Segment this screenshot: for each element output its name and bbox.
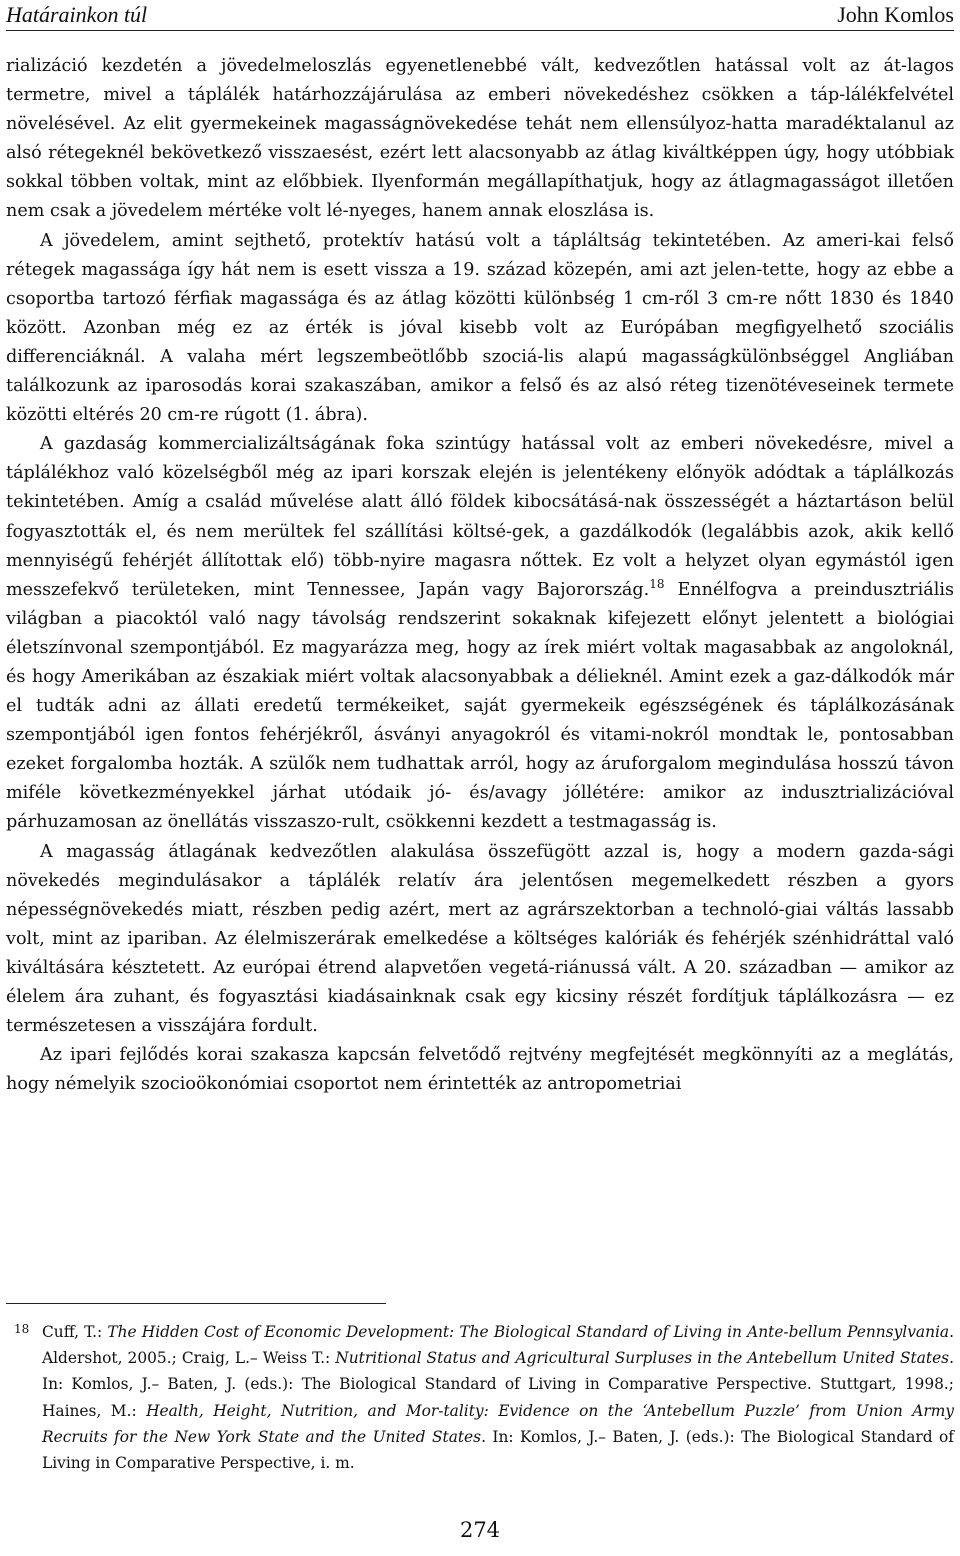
paragraph: Az ipari fejlődés korai szakasza kapcsán felvetődő rejtvény megfejtését megkönnyíti az a meglátás, hogy némelyik szocioökonómiai csoportot nem érintették az antropometriai — [6, 1045, 954, 1095]
footnote — [42, 1319, 954, 1476]
footnote-book-title: Nutritional Status and Agricultural Surpluses in the Antebellum United States — [335, 1349, 950, 1368]
footnote-reference[interactable]: 18 — [649, 576, 665, 591]
page-number: 274 — [459, 1518, 501, 1542]
footnote-text: Cuff, T.: — [42, 1323, 108, 1341]
footnote-text: . In: Komlos, J.– Baten, J. (eds.): The Biological Standard of Living in Comparative Perspective. Stuttgart, 1998.; Haines, M.: — [42, 1349, 954, 1420]
paragraph: A magasság átlagának kedvezőtlen alakulása összefügött azzal is, hogy a modern gazda-sági növekedés megindulásakor a táplálék relatív ára jelentősen megemelkedett részben a gyors népességnövekedés miatt, részben pedig azért, mert az agrárszektorban a technoló-giai váltás lassabb volt, mint az ipariban. Az élelmiszerárak emelkedése a költséges kalóriák és fehérjék szénhidráttal való kiváltására késztetett. Az európai étrend alapvetően vegetá-riánussá vált. A 20. században — amikor az élelem ára zuhant, és fogyasztási kiadásainknak csak egy kicsiny részét fordítjuk táplálkozásra — ez természetesen a visszájára fordult. — [6, 841, 954, 1037]
footnote-text: . Aldershot, 2005.; Craig, L.– Weiss T.: — [42, 1323, 954, 1368]
footnote-book-title: The Hidden Cost of Economic Development: The Biological Standard of Living in Ante-bellum Pennsylvania — [107, 1323, 950, 1341]
paragraph-text: Ennélfogva a preindusztriális világban a piacoktól való nagy távolság rendszerint sokaknak kifejezett előnyt jelentett a biológiai életszínvonal szempontjából. Ez magyarázza meg, hogy az írek miért voltak magasabbak az angoloknál, és hogy Amerikában az északiak miért voltak alacsonyabbak a délieknél. Amint ezek a gaz-dálkodók már el tudták adni az állati eredetű termékeiket, saját gyermekeik egészségének és táplálkozásának szempontjából igen fontos fehérjékről, ásványi anyagokról és vitami-nokról mondtak le, pontosabban ezeket forgalomba hozták. A szülők nem tudhattak arról, hogy az áruforgalom megindulása hosszú távon miféle következményekkel járhat utódaik jó- és/avagy jóllétére: amikor az indusztrializációval párhuzamosan az önellátás visszaszo-rult, csökkenni kezdett a testmagasság is. — [6, 579, 954, 833]
body-text — [6, 52, 954, 1099]
running-header — [6, 0, 954, 31]
footnote-number: 18 — [14, 1322, 30, 1336]
paragraph — [6, 430, 954, 837]
paragraph: A jövedelem, amint sejthető, protektív hatású volt a tápláltság tekintetében. Az ameri-kai felső rétegek magassága így hát nem is esett vissza a 19. század közepén, ami azt jelen-tette, hogy az ebbe a csoportba tartozó férfiak magassága és az átlag közötti különbség 1 cm-ről 3 cm-re nőtt 1830 és 1840 között. Azonban még ez az érték is jóval kisebb volt az Európában megfigyelhető szociális differenciáknál. A valaha mért legszembeötlőbb szociá-lis alapú magasságkülönbséggel Angliában találkozunk az iparosodás korai szakaszában, amikor a felső és az alsó réteg tizenötéveseinek termete közötti eltérés 20 cm-re rúgott (1. ábra). — [6, 230, 954, 426]
paragraph-text: A gazdaság kommercializáltságának foka szintúgy hatással volt az emberi növekedésre, mivel a táplálékhoz való közelségből még az ipari korszak elején is jelentékeny előnyök adódtak a táplálkozás tekintetében. Amíg a család művelése alatt álló földek kibocsátásá-nak összességét a háztartáson belül fogyasztották el, és nem merültek fel szállítási költsé-gek, a gazdálkodók (legalábbis azok, akik kellő mennyiségű fehérjét állítottak elő) több-nyire magasra nőttek. Ez volt a helyzet olyan egymástól igen messzefekvő területeken, mint Tennessee, Japán vagy Bajorország. — [6, 434, 954, 600]
footnote-divider — [6, 1303, 386, 1304]
book-title: Határainkon túl — [6, 2, 148, 27]
author-name: John Komlos — [837, 2, 954, 27]
paragraph: rializáció kezdetén a jövedelmeloszlás egyenetlenebbé vált, kedvezőtlen hatással volt az át-lagos termetre, mivel a táplálék határhozzájárulása az emberi növekedéshez csökken a táp-lálékfelvétel növelésével. Az elit gyermekeinek magasságnövekedése tehát nem ellensúlyoz-hatta maradéktalanul az alsó rétegeknél bekövetkező visszaesést, ezért lett alacsonyabb az átlag kiváltképpen úgy, hogy utóbbiak sokkal többen voltak, mint az előbbiek. Ilyenformán megállapíthatjuk, hogy az átlagmagasságot illetően nem csak a jövedelem mértéke volt lé-nyeges, hanem annak eloszlása is. — [6, 56, 954, 222]
footnote-book-title: Health, Height, Nutrition, and Mor-tality: Evidence on the ‘Antebellum Puzzle’ from Union Army Recruits for the New York State and the United States — [42, 1401, 954, 1446]
footnote-text: . In: Komlos, J.– Baten, J. (eds.): The Biological Standard of Living in Comparative Perspective, i. m. — [42, 1427, 954, 1473]
